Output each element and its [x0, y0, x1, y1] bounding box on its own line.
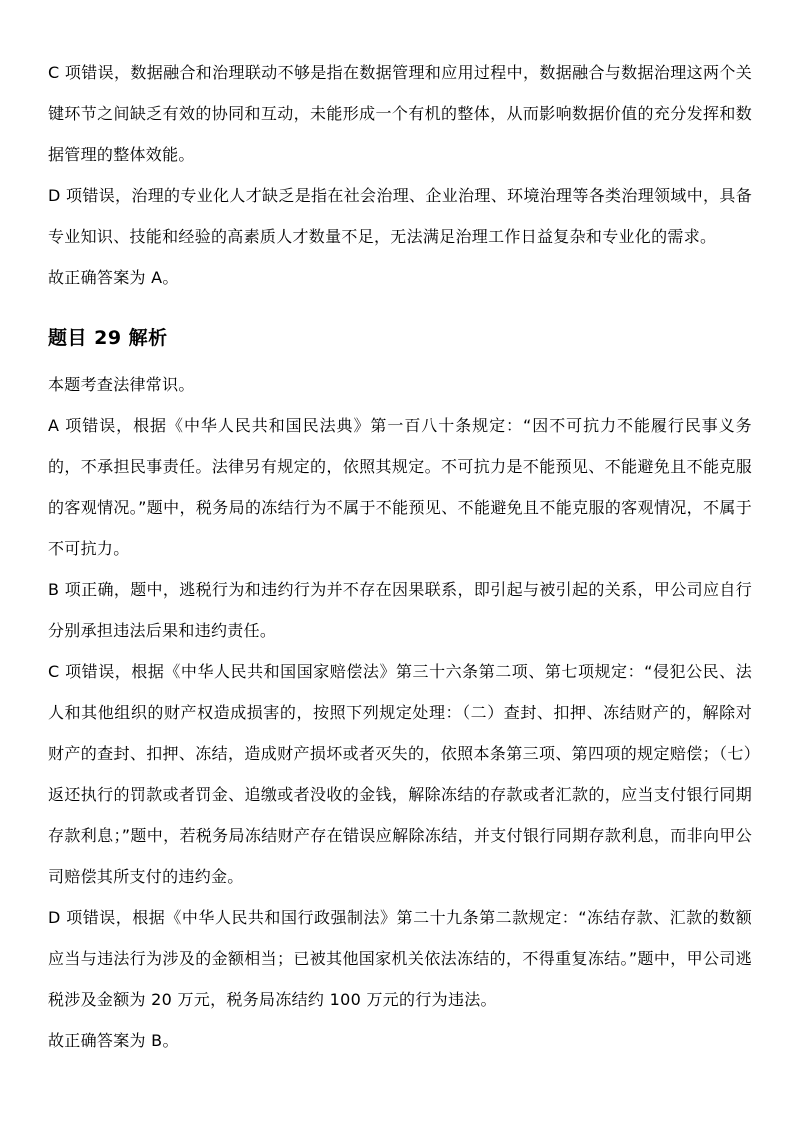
q29-answer: 故正确答案为 B。 — [48, 1031, 179, 1050]
q29-option-d-explanation: D 项错误，根据《中华人民共和国行政强制法》第二十九条第二款规定：“冻结存款、汇款的数额应当与违法行为涉及的金额相当；已被其他国家机关依法冻结的，不得重复冻结。”题中，甲公司逃税涉及金额为 20 万元，税务局冻结约 100 万元的行为违法。 — [48, 908, 752, 1009]
q29-intro: 本题考查法律常识。 — [48, 375, 195, 394]
prev-answer: 故正确答案为 A。 — [48, 268, 179, 287]
prev-option-c-explanation: C 项错误，数据融合和治理联动不够是指在数据管理和应用过程中，数据融合与数据治理这两个关键环节之间缺乏有效的协同和互动，未能形成一个有机的整体，从而影响数据价值的充分发挥和数据管理的整体效能。 — [48, 63, 752, 164]
q29-option-c-explanation: C 项错误，根据《中华人民共和国国家赔偿法》第三十六条第二项、第七项规定：“侵犯公民、法人和其他组织的财产权造成损害的，按照下列规定处理：（二）查封、扣押、冻结财产的，解除对财产的查封、扣押、冻结，造成财产损坏或者灭失的，依照本条第三项、第四项的规定赔偿；（七）返还执行的罚款或者罚金、追缴或者没收的金钱，解除冻结的存款或者汇款的，应当支付银行同期存款利息；”题中，若税务局冻结财产存在错误应解除冻结，并支付银行同期存款利息，而非向甲公司赔偿其所支付的违约金。 — [48, 662, 752, 886]
question-29-heading: 题目 29 解析 — [48, 327, 168, 349]
prev-option-d-explanation: D 项错误，治理的专业化人才缺乏是指在社会治理、企业治理、环境治理等各类治理领域中，具备专业知识、技能和经验的高素质人才数量不足，无法满足治理工作日益复杂和专业化的需求。 — [48, 186, 752, 246]
q29-option-a-explanation: A 项错误，根据《中华人民共和国民法典》第一百八十条规定：“因不可抗力不能履行民事义务的，不承担民事责任。法律另有规定的，依照其规定。不可抗力是不能预见、不能避免且不能克服的客观情况。”题中，税务局的冻结行为不属于不能预见、不能避免且不能克服的客观情况，不属于不可抗力。 — [48, 416, 752, 558]
q29-option-b-explanation: B 项正确，题中，逃税行为和违约行为并不存在因果联系，即引起与被引起的关系，甲公司应自行分别承担违法后果和违约责任。 — [48, 580, 752, 640]
document-page — [48, 52, 752, 1061]
